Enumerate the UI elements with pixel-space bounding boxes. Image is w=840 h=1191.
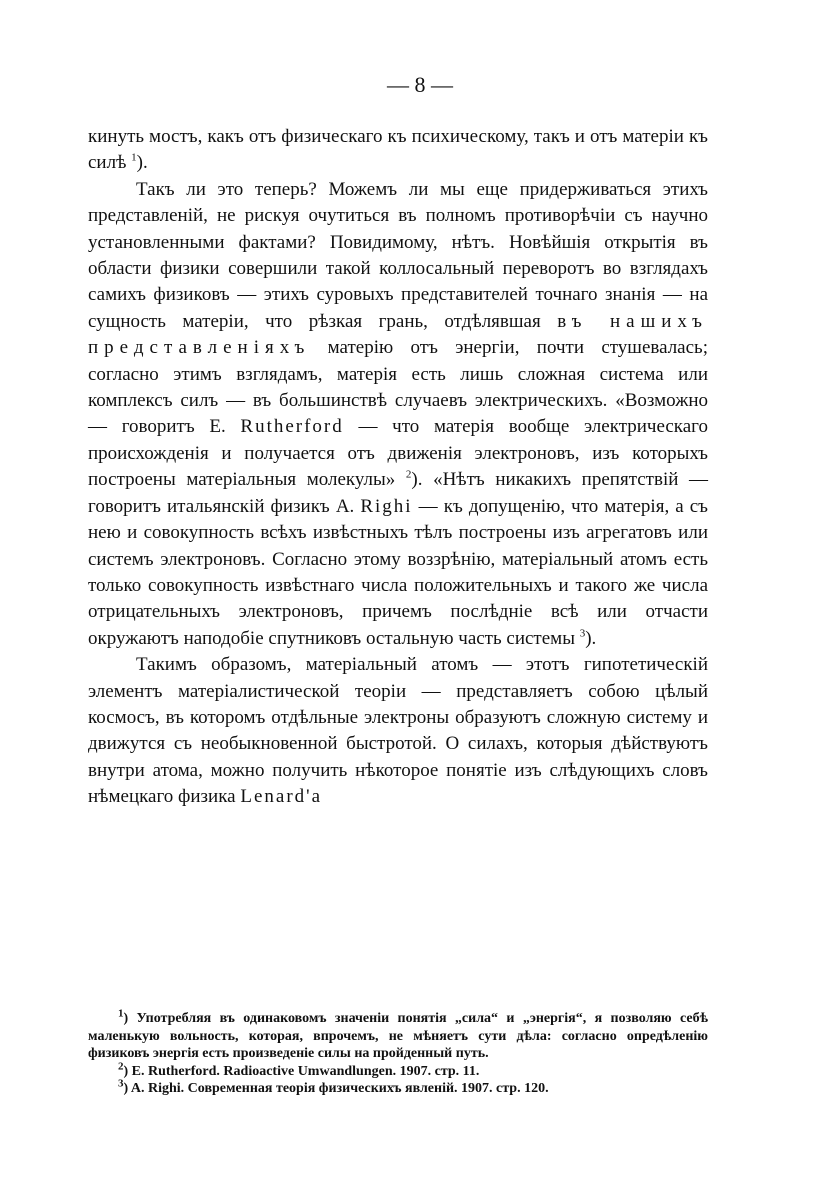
text-run: ). [136,152,148,174]
footnote-text: ) E. Rutherford. Radioactive Umwandlungen. 1907. стр. 11. [123,1063,480,1079]
footnote-text: ) Употребляя въ одинаковомъ значеніи понятія „сила“ и „энергія“, я позволяю себѣ маленькую вольность, которая, впрочемъ, не мѣняетъ сути дѣла: согласно опредѣленію физиковъ энергія есть произведеніе силы на пройденный путь. [88,1011,708,1061]
paragraph [88,652,708,810]
paragraph [88,177,708,652]
author-name: Rutherford [240,416,344,438]
paragraph [88,124,708,177]
footnote-ref: 1 [131,152,137,165]
footnote [88,1077,708,1098]
text-run: матерію отъ энергіи, почти стушевалась; согласно этимъ взглядамъ, матерія есть лишь сложная система или комплексъ силъ — въ большинствѣ случаевъ электрическихъ. «Возможно — говоритъ E. [88,337,708,438]
footnote [88,1059,708,1081]
page-number: — 8 — [387,72,453,97]
footnote-mark: 3 [118,1077,124,1090]
text-run: ). [585,627,597,649]
footnote-mark: 2 [118,1059,124,1072]
text-run: Такимъ образомъ, матеріальный атомъ — этотъ гипотетическій элементъ матеріалистической теоріи — представляетъ собою цѣлый космосъ, въ которомъ отдѣльные электроны образуютъ сложную систему и движутся съ необыкновенной быстротой. О силахъ, которыя дѣйствуютъ внутри атома, можно получить нѣкоторое понятіе изъ слѣдующихъ словъ нѣмецкаго физика [88,654,708,808]
emphasized-text: въ нашихъ представленіяхъ [88,310,708,359]
body-text [88,124,708,811]
footnote [88,1007,708,1063]
text-run: кинуть мостъ, какъ отъ физическаго къ психическому, такъ и отъ матеріи къ силѣ [88,126,708,174]
footnote-mark: 1 [118,1007,124,1020]
footnote-ref: 3 [579,627,586,640]
text-run: — къ допущенію, что матерія, а съ нею и совокупность всѣхъ извѣстныхъ тѣлъ построены изъ агрегатовъ или системъ электроновъ. Согласно этому воззрѣнію, матеріальный атомъ есть только совокупность извѣстнаго числа положительныхъ и такого же числа отрицательныхъ электроновъ, причемъ послѣдніе всѣ или отчасти окружаютъ наподобіе спутниковъ остальную часть системы [88,495,709,649]
text-run: ). «Нѣтъ никакихъ препятствій — говоритъ итальянскій физикъ A. [88,469,708,517]
footnotes [88,1007,708,1098]
footnote-ref: 2 [405,468,412,481]
text-run: Такъ ли это теперь? Можемъ ли мы еще придерживаться этихъ представленій, не рискуя очутиться въ полномъ противорѣчіи съ научно установленными фактами? Повидимому, нѣтъ. Новѣйшія открытія въ области физики совершили такой коллосальный переворотъ во взглядахъ самихъ физиковъ — этихъ суровыхъ представителей точнаго знанія — на сущность матеріи, что рѣзкая грань, отдѣлявшая [88,178,708,332]
text-run: — что матерія вообще электрическаго происхожденія и получается отъ движенія электроновъ, изъ которыхъ построены матеріальныя молекулы» [88,416,708,491]
footnote-text: ) A. Righi. Современная теорія физическихъ явленій. 1907. стр. 120. [123,1081,549,1096]
author-name: Righi [360,495,413,517]
author-name: Lenard'a [240,786,322,808]
